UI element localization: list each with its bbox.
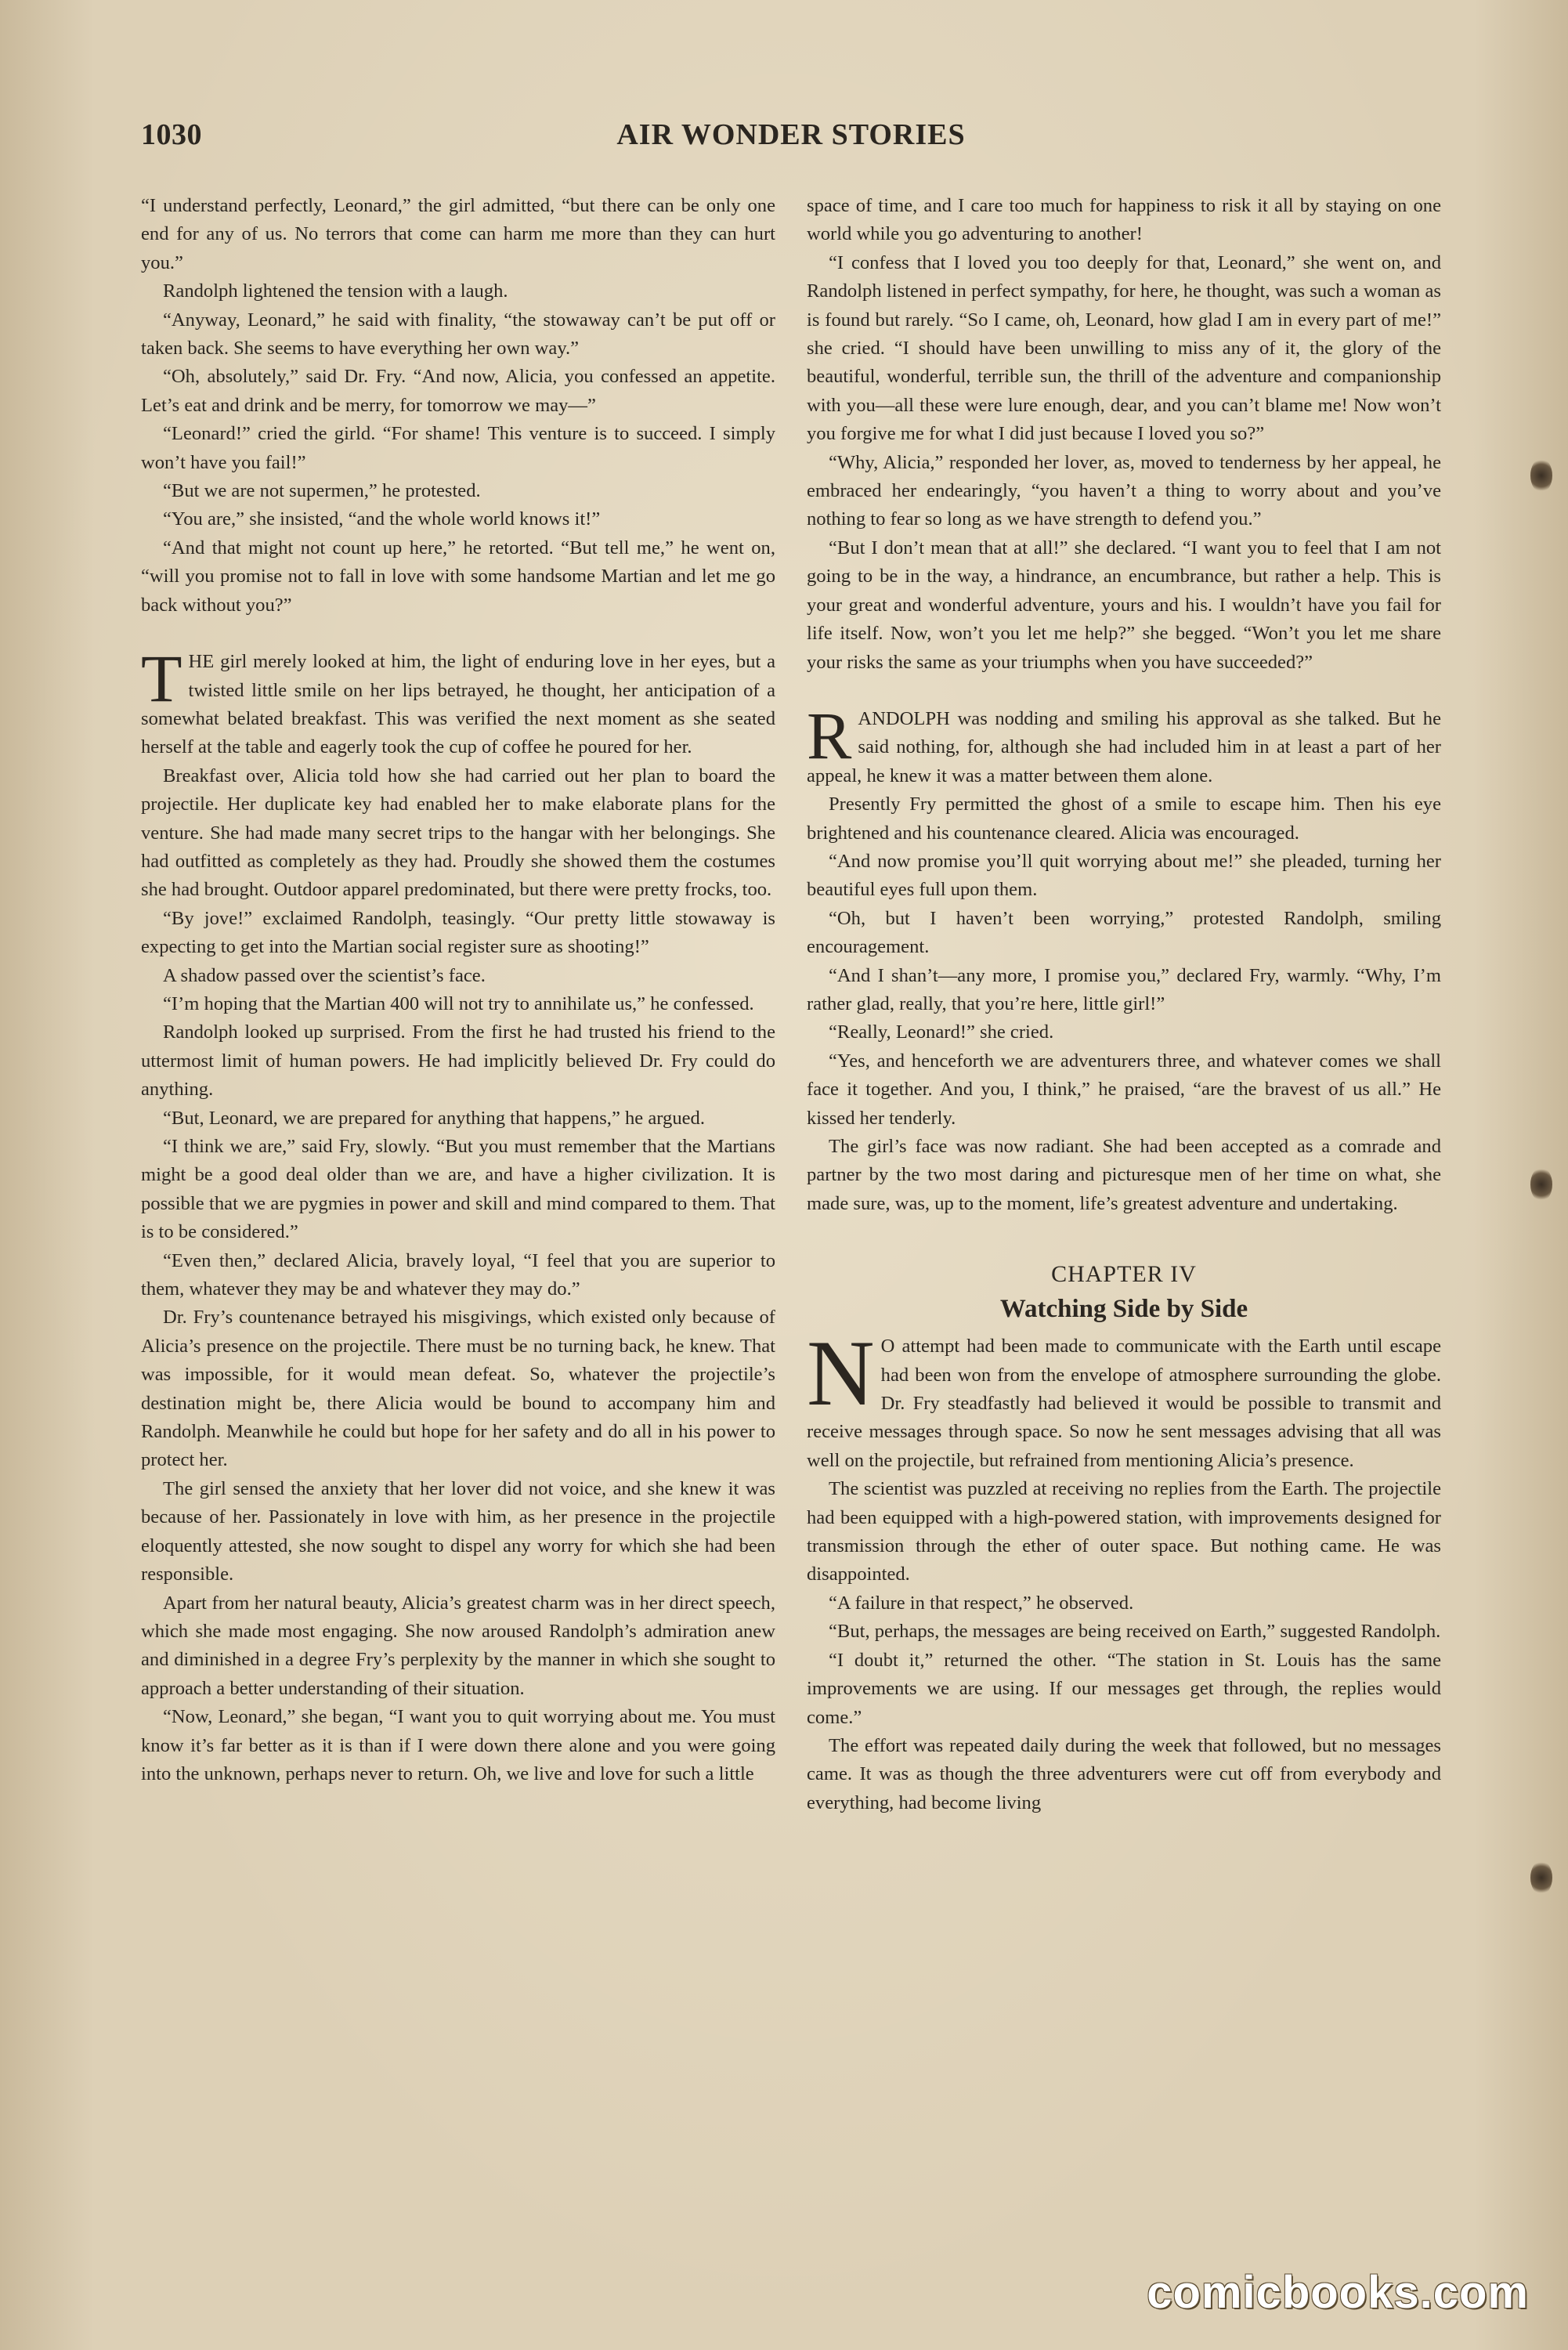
paragraph: “And that might not count up here,” he retorted. “But tell me,” he went on, “will you promise not to fall in love with some handsome Martian and let me go back without you?” [141, 537, 775, 616]
paragraph: Dr. Fry’s countenance betrayed his misgivings, which existed only because of Alicia’s presence on the projectile. There must be no turning back, he knew. That was impossible, for it would mean defeat. So, whatever the projectile’s destination might be, there Alicia would be bound to accompany him and Randolph. Meanwhile he could but hope for her safety and do all in his power to protect her. [141, 1307, 775, 1471]
drop-cap: N [807, 1321, 875, 1426]
right-column [807, 192, 1441, 2182]
running-title: AIR WONDER STORIES [616, 118, 966, 151]
paragraph: Presently Fry permitted the ghost of a smile to escape him. Then his eye brightened and his countenance cleared. Alicia was encouraged. [807, 794, 1441, 844]
paragraph: Randolph looked up surprised. From the first he had trusted his friend to the uttermost limit of human powers. He had implicitly believed Dr. Fry could do anything. [141, 1021, 775, 1101]
paragraph: A shadow passed over the scientist’s face. [163, 964, 486, 986]
paragraph: “Really, Leonard!” she cried. [829, 1021, 1054, 1043]
paragraph: The girl sensed the anxiety that her lover did not voice, and she knew it was because of her. Passionately in love with him, as her presence in the projectile eloquently attested, she now sought to dispel any worry for which she had been responsible. [141, 1477, 775, 1585]
paragraph: “But we are not supermen,” he protested. [163, 480, 481, 502]
staple-hole [1530, 1167, 1552, 1202]
paragraph-text: ANDOLPH was nodding and smiling his approval as she talked. But he said nothing, for, although she had included him in at least a part of her appeal, he knew it was a matter between them alone. [807, 707, 1441, 786]
paragraph: “And I shan’t—any more, I promise you,” declared Fry, warmly. “Why, I’m rather glad, really, that you’re here, little girl!” [807, 964, 1441, 1014]
paragraph: “You are,” she insisted, “and the whole world knows it!” [163, 508, 601, 530]
paragraph-text: O attempt had been made to communicate with the Earth until escape had been won from the envelope of atmosphere surrounding the globe. Dr. Fry steadfastly had believed it would be possible to transmit and receive messages through space. So now he sent messages advising that all was well on the projectile, but refrained from mentioning Alicia’s presence. [807, 1336, 1441, 1471]
paragraph: “Even then,” declared Alicia, bravely loyal, “I feel that you are superior to them, whatever they may be and whatever they may do.” [141, 1249, 775, 1300]
paragraph: “A failure in that respect,” he observed. [829, 1592, 1134, 1614]
staple-hole [1530, 1860, 1552, 1895]
paragraph: “Oh, but I haven’t been worrying,” protested Randolph, smiling encouragement. [807, 907, 1441, 958]
paragraph: Breakfast over, Alicia told how she had carried out her plan to board the projectile. Her duplicate key had enabled her to make elaborate plans for the venture. She had made many secret trips to the hangar with her belongings. She had outfitted as completely as they had. Proudly she showed them the costumes she had brought. Outdoor apparel predominated, but there were pretty frocks, too. [141, 765, 775, 901]
page-number: 1030 [141, 118, 202, 151]
paragraph: “Why, Alicia,” responded her lover, as, moved to tenderness by her appeal, he embraced her endearingly, “you haven’t a thing to worry about and you’ve nothing to fear so long as we have strength to defend you.” [807, 451, 1441, 530]
paragraph: “Leonard!” cried the girld. “For shame! This venture is to succeed. I simply won’t have you fail!” [141, 423, 775, 473]
chapter-heading: CHAPTER IV [1051, 1261, 1197, 1288]
section-opening-paragraph [141, 641, 775, 762]
paragraph: The girl’s face was now radiant. She had been accepted as a comrade and partner by the two most daring and picturesque men of her time on what, she made sure, was, up to the moment, life’s greatest adventure and undertaking. [807, 1136, 1441, 1214]
paragraph: Apart from her natural beauty, Alicia’s greatest charm was in her direct speech, which she made most engaging. She now aroused Randolph’s admiration anew and diminished in a degree Fry’s perplexity by the manner in which she sought to approach a better understanding of their situation. [141, 1592, 775, 1699]
paragraph: “And now promise you’ll quit worrying about me!” she pleaded, turning her beautiful eyes full upon them. [807, 850, 1441, 901]
paragraph: “By jove!” exclaimed Randolph, teasingly. “Our pretty little stowaway is expecting to get into the Martian social register sure as shooting!” [141, 907, 775, 958]
drop-cap: R [807, 697, 852, 773]
paragraph: “I doubt it,” returned the other. “The station in St. Louis has the same improvements we are using. If our messages get through, the replies would come.” [807, 1649, 1441, 1728]
drop-cap: T [141, 641, 182, 717]
paragraph: “I think we are,” said Fry, slowly. “But you must remember that the Martians might be a good deal older than we are, and have a higher civilization. It is possible that we are pygmies in power and skill and mind compared to them. That is to be considered.” [141, 1136, 775, 1243]
watermark: comicbooks.com [1147, 2267, 1529, 2318]
paragraph: space of time, and I care too much for happiness to risk it all by staying on one world while you go adventuring to another! [807, 195, 1441, 245]
page-header [141, 118, 1441, 164]
chapter-title: Watching Side by Side [999, 1295, 1248, 1324]
paragraph: “Anyway, Leonard,” he said with finality, “the stowaway can’t be put off or taken back. She seems to have everything her own way.” [141, 309, 775, 360]
paragraph: The effort was repeated daily during the week that followed, but no messages came. It was as though the three adventurers were cut off from everybody and everything, had become living [807, 1734, 1441, 1813]
paragraph: “But I don’t mean that at all!” she declared. “I want you to feel that I am not going to be in the way, a hindrance, an encumbrance, but rather a help. This is your great and wonderful adventure, yours and his. I wouldn’t have you fail for life itself. Now, won’t you let me help?” she begged. “Won’t you let me share your risks the same as your triumphs when you have succeeded?” [807, 537, 1441, 673]
chapter-opening-paragraph [807, 1321, 1441, 1475]
paragraph: “But, perhaps, the messages are being received on Earth,” suggested Randolph. [829, 1621, 1441, 1643]
paragraph: “Oh, absolutely,” said Dr. Fry. “And now, Alicia, you confessed an appetite. Let’s eat and drink and be merry, for tomorrow we may—” [141, 366, 775, 416]
paragraph: “I confess that I loved you too deeply for that, Leonard,” she went on, and Randolph listened in perfect sympathy, for here, he thought, was such a woman as is found but rarely. “So I came, oh, Leonard, how glad I am in every part of me!” she cried. “I should have been unwilling to miss any of it, the glory of the beautiful, wonderful, terrible sun, the thrill of the adventure and companionship with you—all these were lure enough, dear, and you can’t blame me! Now won’t you forgive me for what I did just because I loved you so?” [807, 251, 1441, 445]
paragraph: Randolph lightened the tension with a laugh. [163, 280, 508, 302]
paragraph-text: HE girl merely looked at him, the light of enduring love in her eyes, but a twisted little smile on her lips betrayed, he thought, her anticipation of a somewhat belated breakfast. This was verified the next moment as she seated herself at the table and eagerly took the cup of coffee he poured for her. [141, 651, 775, 758]
paragraph: “But, Leonard, we are prepared for anything that happens,” he argued. [163, 1107, 705, 1129]
paragraph: “Now, Leonard,” she began, “I want you to quit worrying about me. You must know it’s far better as it is than if I were down there alone and you were going into the unknown, perhaps never to return. Oh, we live and love for such a little [141, 1706, 775, 1784]
section-opening-paragraph [807, 697, 1441, 790]
paragraph: “Yes, and henceforth we are adventurers three, and whatever comes we shall face it together. And you, I think,” he praised, “are the bravest of us all.” He kissed her tenderly. [807, 1050, 1441, 1129]
paragraph: “I understand perfectly, Leonard,” the girl admitted, “but there can be only one end for any of us. No terrors that come can harm me more than they can hurt you.” [141, 195, 775, 273]
paragraph: The scientist was puzzled at receiving no replies from the Earth. The projectile had been equipped with a high-powered station, with improvements designed for transmission through the ether of outer space. But nothing came. He was disappointed. [807, 1478, 1441, 1585]
paragraph: “I’m hoping that the Martian 400 will not try to annihilate us,” he confessed. [163, 992, 754, 1014]
staple-hole [1530, 458, 1552, 493]
left-column [141, 192, 775, 2182]
